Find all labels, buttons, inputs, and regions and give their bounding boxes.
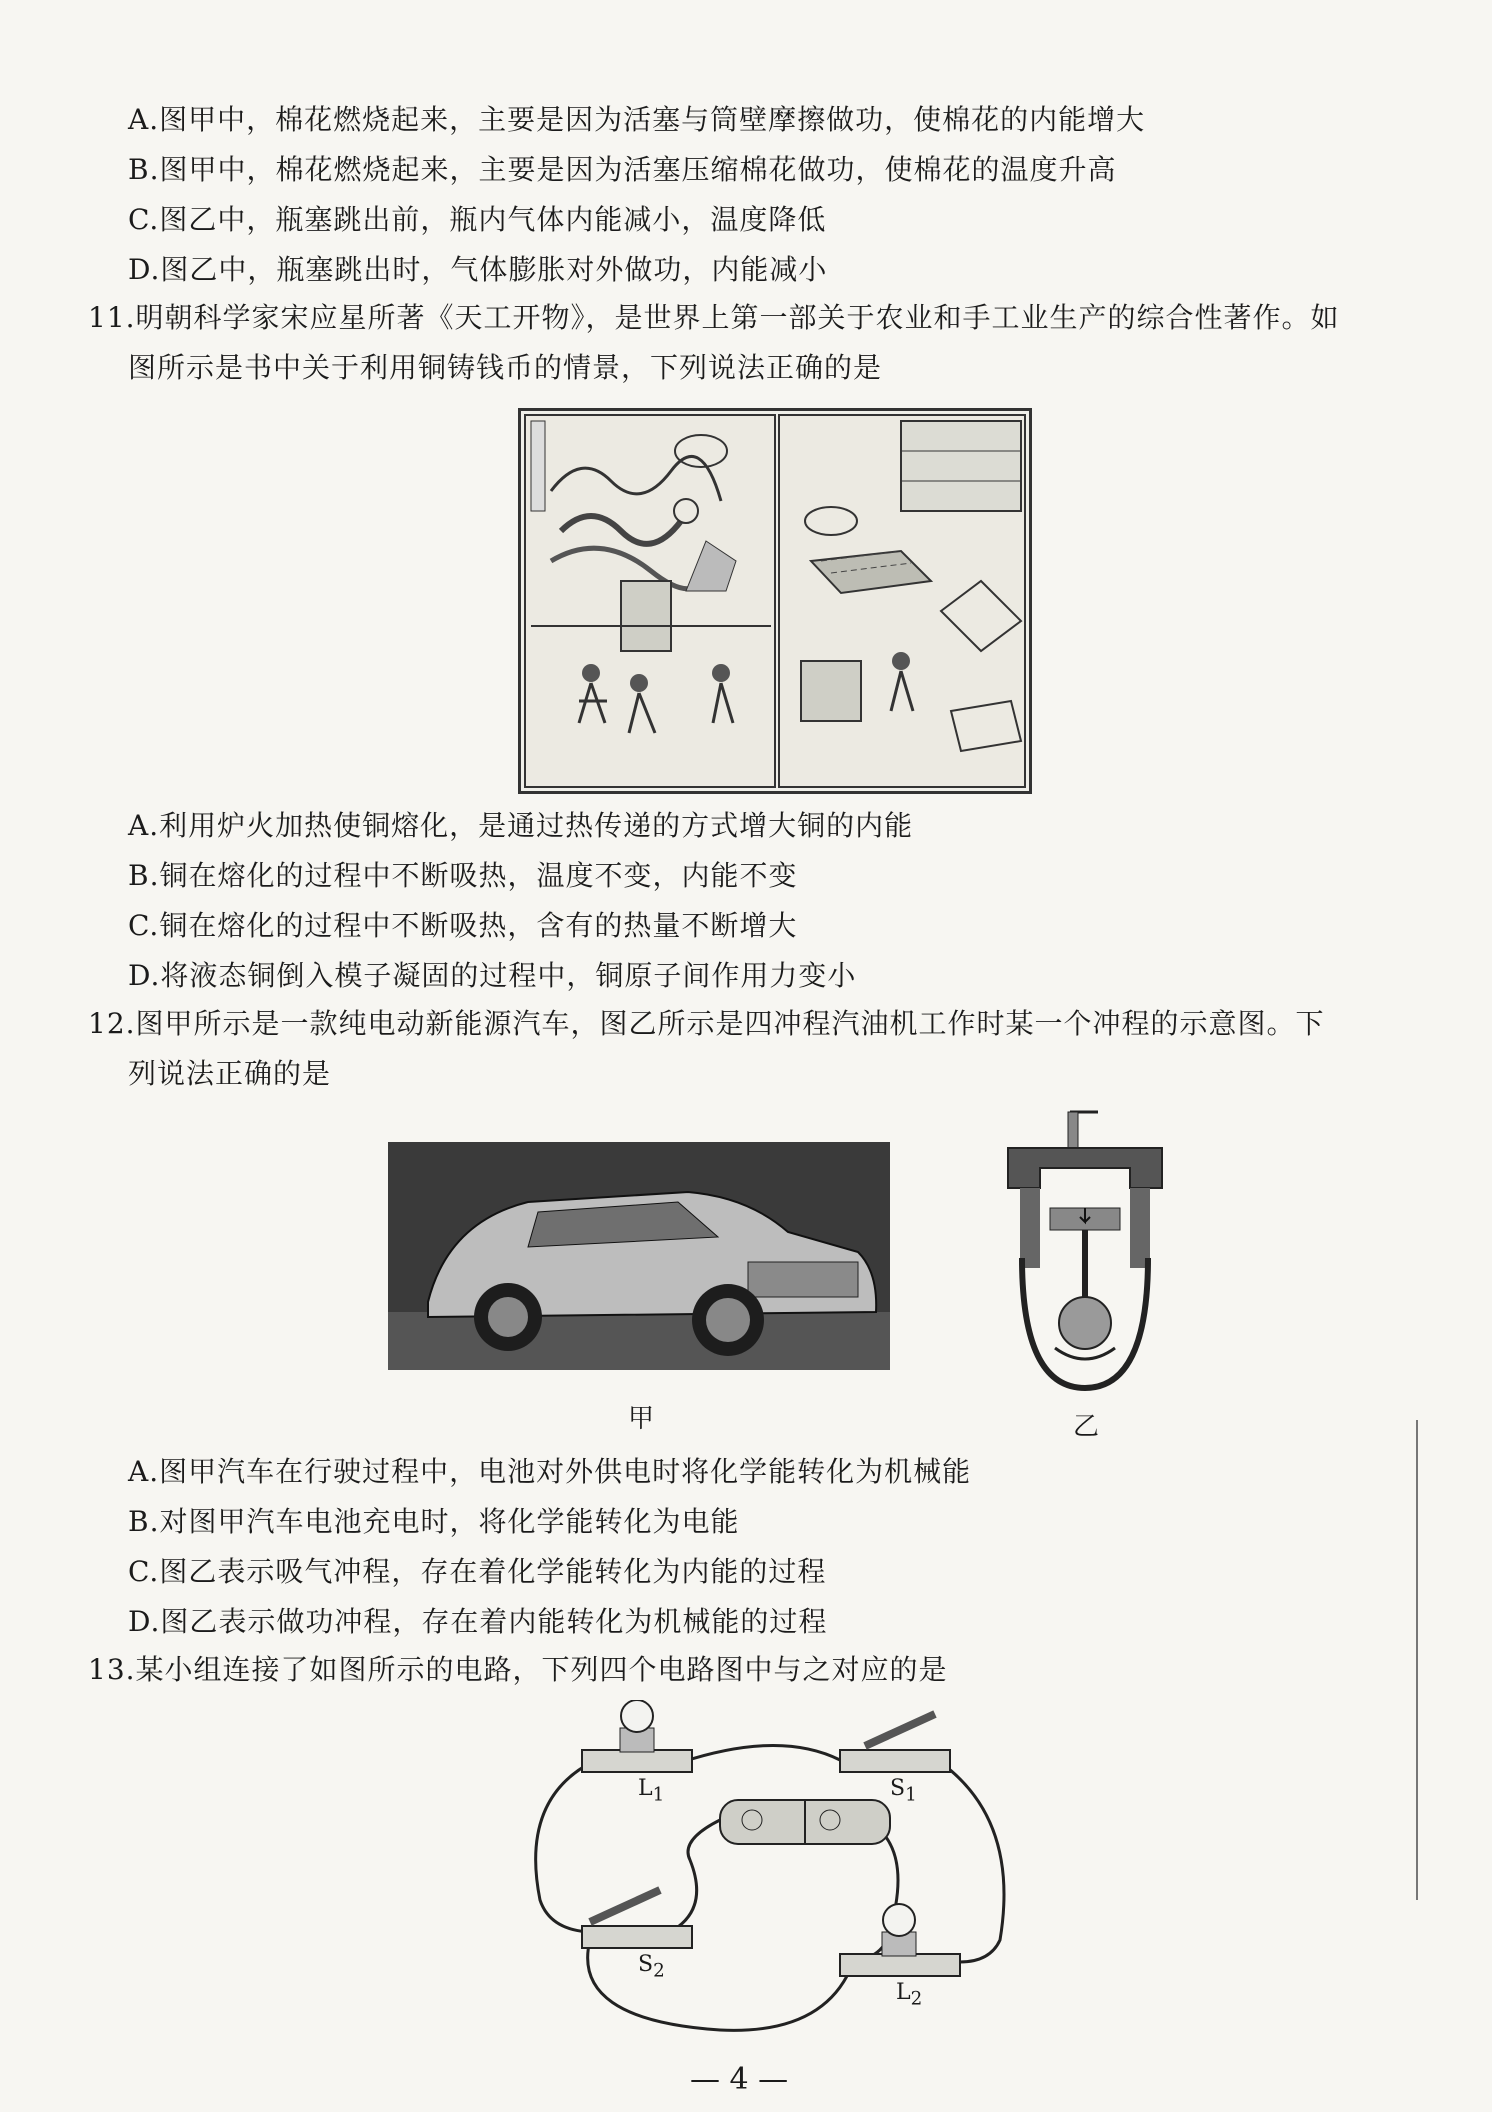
tiangong-kaiwu-woodcut bbox=[518, 408, 1032, 794]
label-s1: $S_1$ bbox=[890, 1776, 917, 1806]
q11-stem-line2: 图所示是书中关于利用铜铸钱币的情景，下列说法正确的是 bbox=[128, 351, 883, 384]
woodcut-illustration bbox=[521, 411, 1029, 791]
page-number: — 4 — bbox=[690, 2062, 789, 2097]
q12-option-c: C.图乙表示吸气冲程，存在着化学能转化为内能的过程 bbox=[128, 1555, 827, 1588]
q10-option-b: B.图甲中，棉花燃烧起来，主要是因为活塞压缩棉花做功，使棉花的温度升高 bbox=[128, 153, 1117, 186]
car-illustration bbox=[388, 1142, 890, 1370]
figure-label-yi: 乙 bbox=[1073, 1412, 1100, 1442]
q10-option-a: A.图甲中，棉花燃烧起来，主要是因为活塞与筒壁摩擦做功，使棉花的内能增大 bbox=[128, 103, 1146, 136]
q11-option-b: B.铜在熔化的过程中不断吸热，温度不变，内能不变 bbox=[128, 859, 798, 892]
q12-option-b: B.对图甲汽车电池充电时，将化学能转化为电能 bbox=[128, 1505, 740, 1538]
q13-stem: 13.某小组连接了如图所示的电路，下列四个电路图中与之对应的是 bbox=[88, 1653, 948, 1686]
label-s2: $S_2$ bbox=[638, 1952, 665, 1982]
figure-label-jia: 甲 bbox=[628, 1404, 655, 1434]
q10-option-d: D.图乙中，瓶塞跳出时，气体膨胀对外做功，内能减小 bbox=[128, 253, 828, 286]
circuit-photo-diagram bbox=[520, 1700, 1020, 2040]
q11-option-a: A.利用炉火加热使铜熔化，是通过热传递的方式增大铜的内能 bbox=[128, 809, 914, 842]
label-l1: $L_1$ bbox=[638, 1776, 665, 1806]
q11-option-c: C.铜在熔化的过程中不断吸热，含有的热量不断增大 bbox=[128, 909, 798, 942]
margin-rule bbox=[1416, 1420, 1418, 1900]
electric-car-photo bbox=[388, 1142, 890, 1370]
q12-option-a: A.图甲汽车在行驶过程中，电池对外供电时将化学能转化为机械能 bbox=[128, 1455, 972, 1488]
q12-stem-line1: 12.图甲所示是一款纯电动新能源汽车，图乙所示是四冲程汽油机工作时某一个冲程的示意图。下 bbox=[88, 1007, 1325, 1040]
q11-stem-line1: 11.明朝科学家宋应星所著《天工开物》，是世界上第一部关于农业和手工业生产的综合性著作。如 bbox=[88, 301, 1340, 334]
engine-cross-section bbox=[1000, 1108, 1170, 1398]
label-l2: $L_2$ bbox=[896, 1980, 923, 2010]
four-stroke-engine-diagram bbox=[1000, 1108, 1170, 1398]
q10-option-c: C.图乙中，瓶塞跳出前，瓶内气体内能减小，温度降低 bbox=[128, 203, 827, 236]
q11-option-d: D.将液态铜倒入模子凝固的过程中，铜原子间作用力变小 bbox=[128, 959, 857, 992]
q12-option-d: D.图乙表示做功冲程，存在着内能转化为机械能的过程 bbox=[128, 1605, 828, 1638]
q12-stem-line2: 列说法正确的是 bbox=[128, 1057, 332, 1090]
circuit-wiring bbox=[520, 1700, 1020, 2040]
